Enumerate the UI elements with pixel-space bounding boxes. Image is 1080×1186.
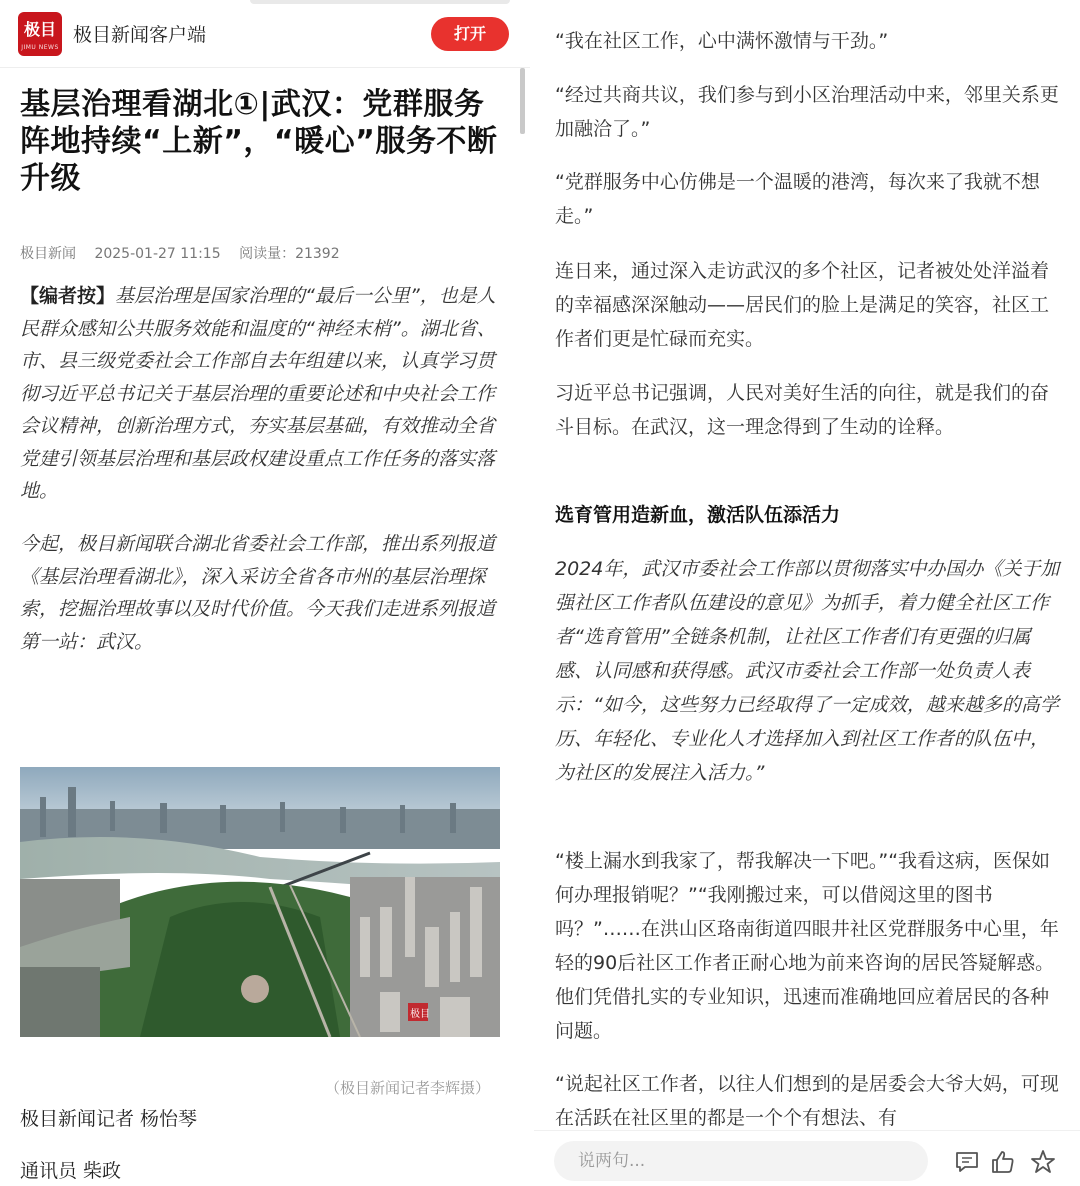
app-logo bbox=[18, 12, 62, 56]
open-app-button[interactable]: 打开 bbox=[431, 17, 509, 51]
article-title: 基层治理看湖北①|武汉：党群服务阵地持续“上新”，“暖心”服务不断升级 bbox=[20, 87, 498, 196]
logo-text: 极目 bbox=[23, 20, 56, 39]
scrollbar[interactable] bbox=[520, 68, 525, 134]
quote-paragraph-1: “我在社区工作，心中满怀激情与干劲。” bbox=[555, 30, 889, 52]
body-paragraph-6: 2024年，武汉市委社会工作部以贯彻落实中办国办《关于加强社区工作者队伍建设的意见》为抓手，着力健全社区工作者“选育管用”全链条机制，让社区工作者们有更强的归属感、认同感和获得感。武汉市委社会工作部一处负责人表示：“如今，这些努力已经取得了一定成效，越来越多的高学历、年轻化、专业化人才选择加入到社区工作者的队伍中，为社区的发展注入活力。” bbox=[555, 558, 1060, 784]
reporter-credit: 极目新闻记者 杨怡琴 bbox=[20, 1108, 198, 1130]
photo-caption: （极目新闻记者李辉摄） bbox=[324, 1079, 490, 1097]
app-banner bbox=[0, 0, 530, 68]
quote-paragraph-3: “党群服务中心仿佛是一个温暖的港湾，每次来了我就不想走。” bbox=[555, 171, 1040, 227]
logo-subtext: JIMU NEWS bbox=[21, 44, 59, 51]
body-paragraph-4: 连日来，通过深入走访武汉的多个社区，记者被处处洋溢着的幸福感深深触动——居民们的脸上是满足的笑容，社区工作者们更是忙碌而充实。 bbox=[555, 260, 1050, 350]
section-heading: 选育管用造新血，激活队伍添活力 bbox=[555, 504, 841, 526]
correspondent-credit: 通讯员 柴政 bbox=[20, 1160, 122, 1182]
comment-input[interactable]: 说两句... bbox=[554, 1141, 928, 1181]
right-article-panel bbox=[534, 0, 1080, 1186]
comment-icon[interactable] bbox=[954, 1149, 980, 1175]
intro-paragraph: 今起，极目新闻联合湖北省委社会工作部，推出系列报道《基层治理看湖北》，深入采访全省各市州的基层治理探索，挖掘治理故事以及时代价值。今天我们走进系列报道第一站：武汉。 bbox=[20, 533, 496, 653]
meta-source: 极目新闻 bbox=[20, 246, 76, 262]
meta-datetime: 2025-01-27 11:15 bbox=[94, 246, 221, 262]
body-paragraph-8: “说起社区工作者，以往人们想到的是居委会大爷大妈，可现在活跃在社区里的都是一个个有想法、有 bbox=[555, 1073, 1059, 1129]
editor-label: 【编者按】 bbox=[20, 285, 116, 307]
thumbs-up-icon[interactable] bbox=[990, 1149, 1016, 1175]
editor-text: 基层治理是国家治理的“最后一公里”，也是人民群众感知公共服务效能和温度的“神经末梢”。湖北省、市、县三级党委社会工作部自去年组建以来，认真学习贯彻习近平总书记关于基层治理的重要论述和中央社会工作会议精神，创新治理方式，夯实基层基础，有效推动全省党建引领基层治理和基层政权建设重点工作任务的落实落地。 bbox=[20, 285, 496, 502]
quote-paragraph-2: “经过共商共议，我们参与到小区治理活动中来，邻里关系更加融洽了。” bbox=[555, 84, 1059, 140]
photo-watermark: 极目 bbox=[410, 1009, 430, 1020]
app-name: 极目新闻客户端 bbox=[73, 24, 207, 46]
body-paragraph-5: 习近平总书记强调，人民对美好生活的向往，就是我们的奋斗目标。在武汉，这一理念得到了生动的诠释。 bbox=[555, 382, 1050, 438]
aerial-city-photo bbox=[20, 767, 500, 1037]
star-icon[interactable] bbox=[1030, 1149, 1056, 1175]
article-photo[interactable] bbox=[20, 767, 500, 1037]
article-meta bbox=[20, 243, 354, 263]
bottom-action-bar bbox=[534, 1130, 1080, 1186]
editor-note bbox=[20, 280, 510, 508]
meta-reads: 阅读量：21392 bbox=[239, 246, 340, 262]
status-notch bbox=[250, 0, 510, 4]
body-paragraph-7: “楼上漏水到我家了，帮我解决一下吧。”“我看这病，医保如何办理报销呢？”“我刚搬过来，可以借阅这里的图书吗？”……在洪山区珞南街道四眼井社区党群服务中心里，年轻的90后社区工作者正耐心地为前来咨询的居民答疑解惑。他们凭借扎实的专业知识，迅速而准确地回应着居民的各种问题。 bbox=[555, 850, 1059, 1042]
left-article-panel bbox=[0, 0, 530, 1186]
